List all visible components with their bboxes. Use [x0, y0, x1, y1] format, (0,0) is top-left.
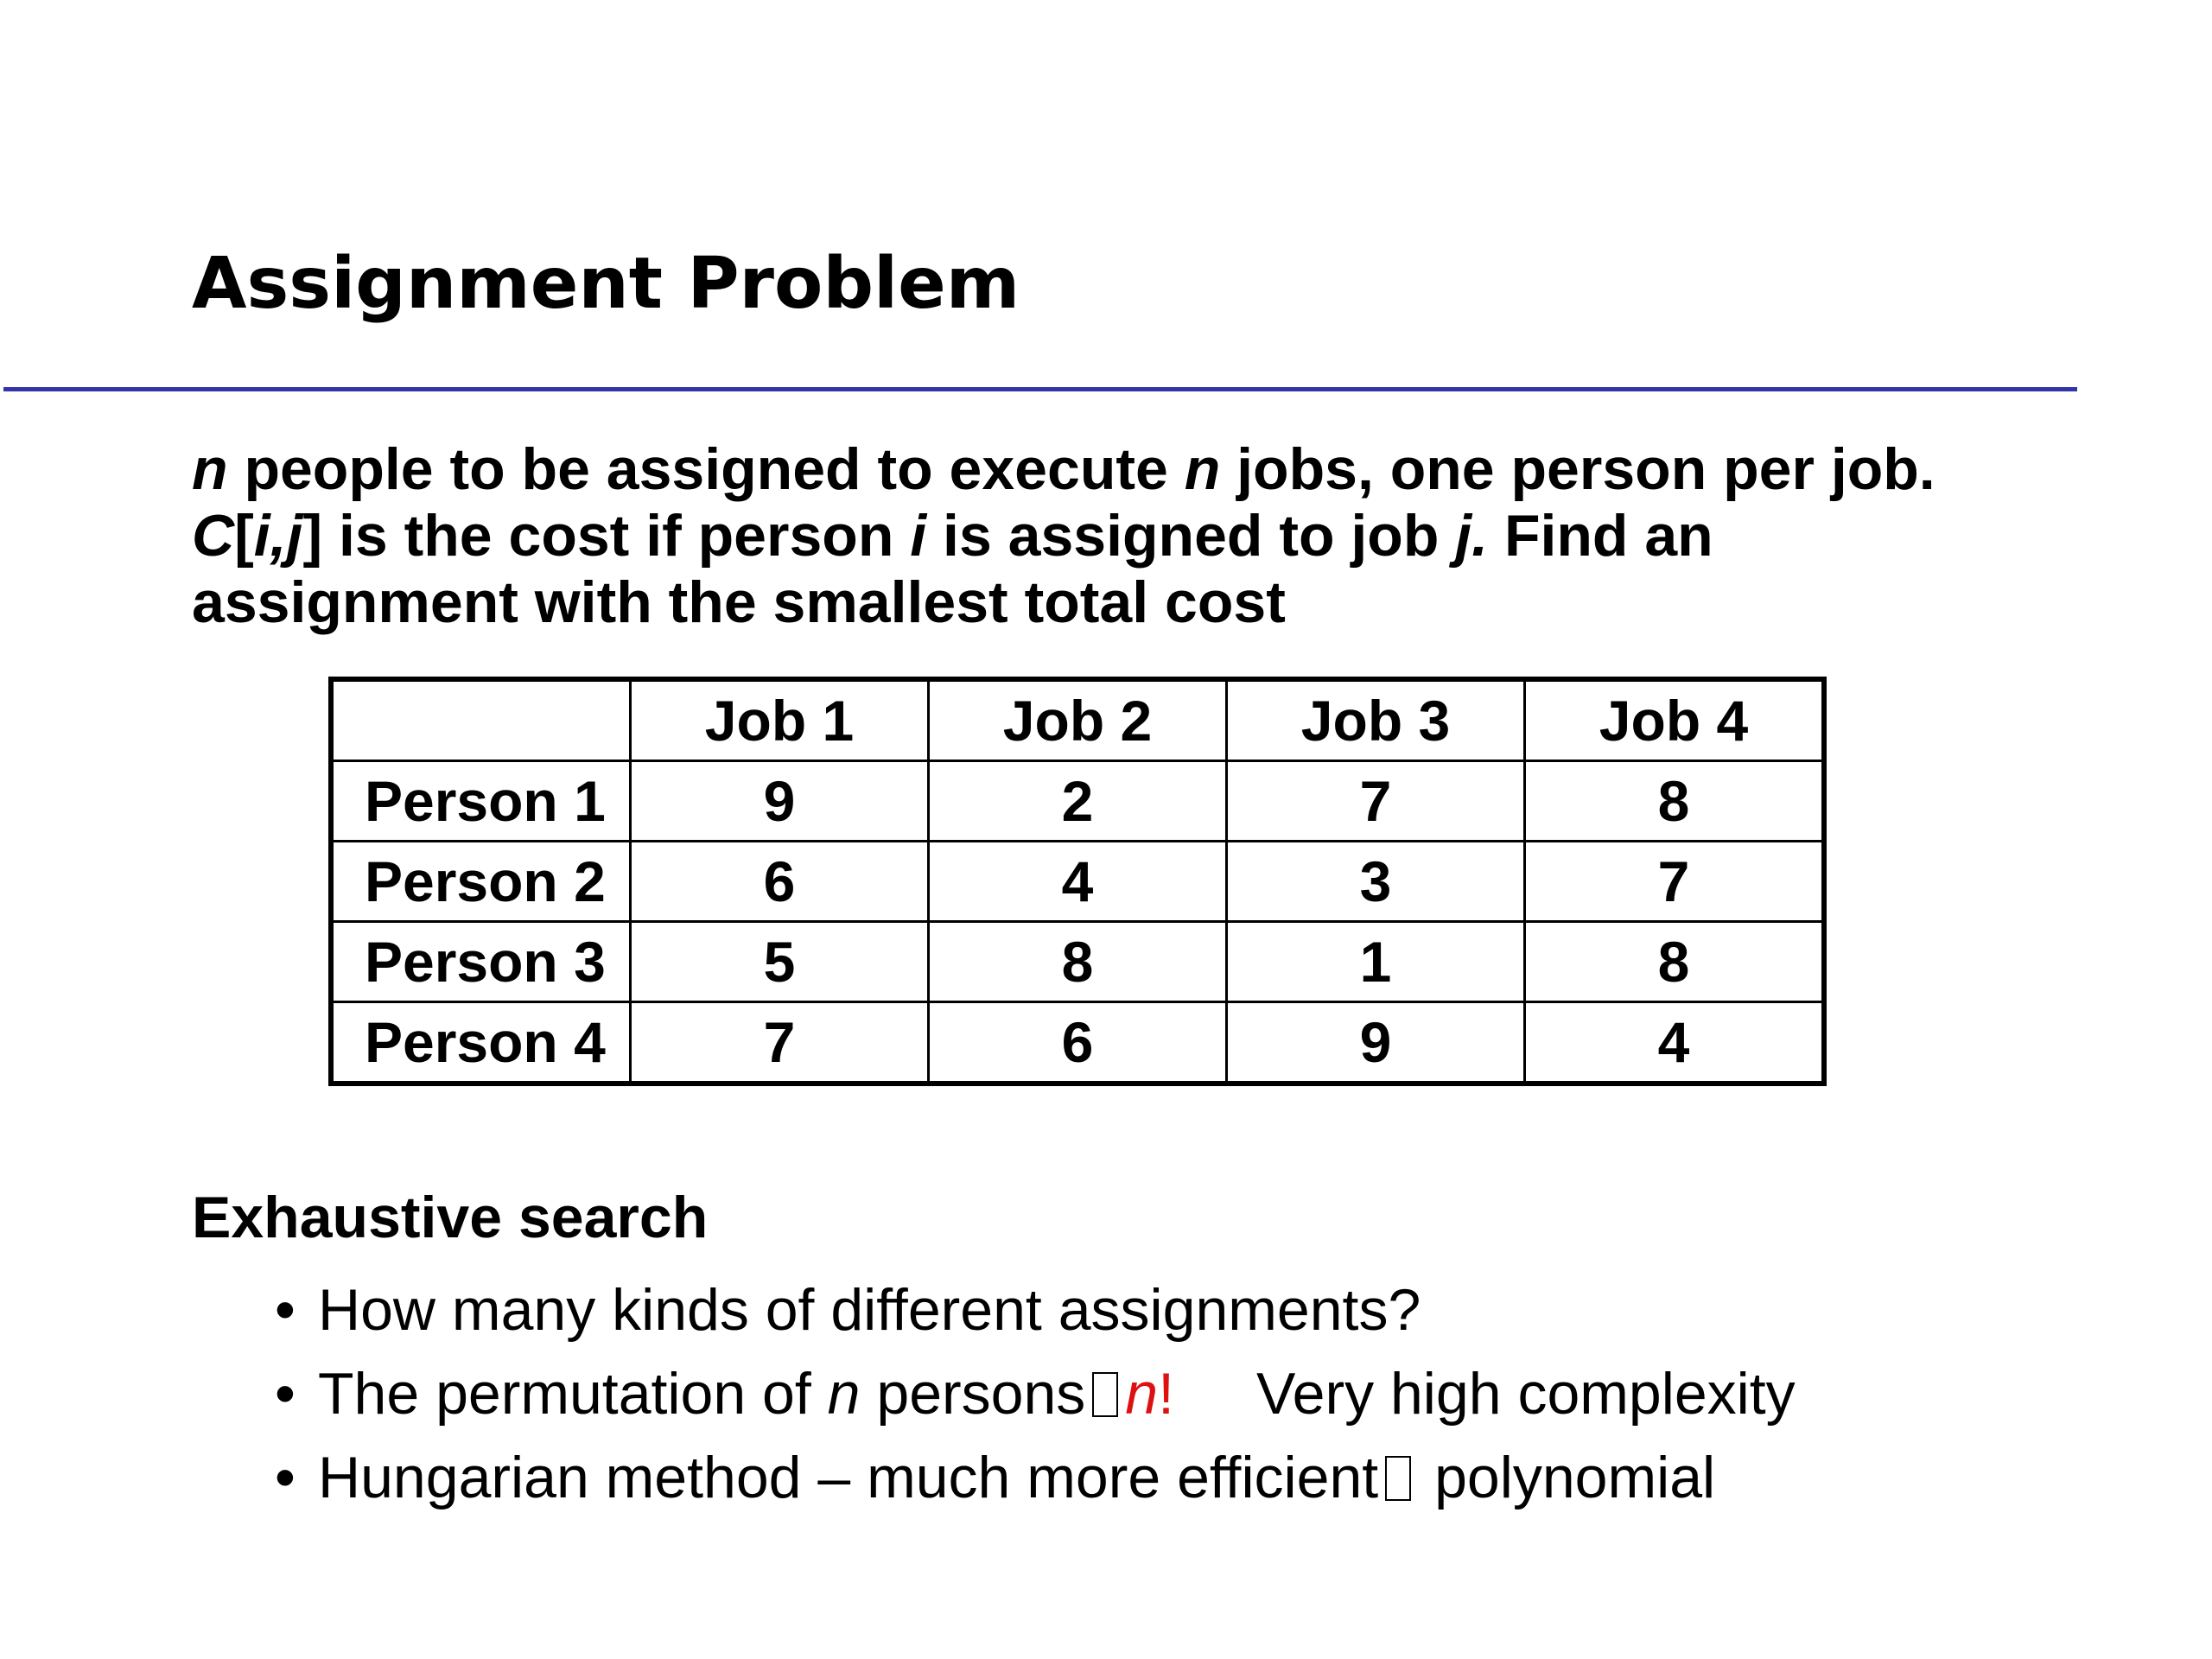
cost-cell: 8 — [1525, 922, 1825, 1002]
list-item — [275, 1268, 1796, 1352]
row-header: Person 1 — [331, 761, 631, 842]
variable-n: n — [1184, 436, 1221, 502]
cost-cell: 7 — [1227, 761, 1525, 842]
statement-text: is assigned to job — [926, 503, 1456, 569]
arrow-icon — [1385, 1456, 1411, 1501]
arrow-icon — [1092, 1372, 1118, 1417]
cost-cell: 8 — [1525, 761, 1825, 842]
bullet-icon: • — [275, 1277, 296, 1343]
cost-cell: 8 — [929, 922, 1227, 1002]
variable-c: C — [192, 503, 235, 569]
bullet-text: Very high complexity — [1256, 1361, 1796, 1427]
bullet-text: persons — [860, 1361, 1086, 1427]
table-row — [331, 1002, 1824, 1084]
variable-n: n — [827, 1361, 861, 1427]
variable-j: j. — [1455, 503, 1489, 569]
factorial-symbol: ! — [1158, 1361, 1175, 1427]
cost-table — [328, 677, 1827, 1086]
table-row — [331, 761, 1824, 842]
table-row — [331, 842, 1824, 922]
bullet-icon: • — [275, 1445, 296, 1510]
problem-statement — [192, 436, 2179, 636]
list-item — [275, 1436, 1796, 1520]
title-divider — [3, 387, 2077, 391]
column-header: Job 3 — [1227, 679, 1525, 761]
cost-cell: 1 — [1227, 922, 1525, 1002]
table-row — [331, 922, 1824, 1002]
variable-ij: i,j — [253, 503, 303, 569]
cost-cell: 5 — [631, 922, 929, 1002]
variable-i: i — [910, 503, 927, 569]
statement-text: is the cost if person — [322, 503, 911, 569]
statement-text: Find an — [1488, 503, 1713, 569]
cost-cell: 4 — [1525, 1002, 1825, 1084]
row-header: Person 3 — [331, 922, 631, 1002]
column-header: Job 1 — [631, 679, 929, 761]
statement-text: people to be assigned to execute — [227, 436, 1185, 502]
table-corner-cell — [331, 679, 631, 761]
bracket: [ — [234, 503, 254, 569]
column-header: Job 4 — [1525, 679, 1825, 761]
row-header: Person 2 — [331, 842, 631, 922]
variable-n: n — [192, 436, 228, 502]
statement-line-1 — [192, 436, 2179, 503]
cost-cell: 4 — [929, 842, 1227, 922]
bullet-text: How many kinds of different assignments? — [318, 1277, 1421, 1343]
slide-title: Assignment Problem — [192, 243, 1020, 325]
cost-cell: 3 — [1227, 842, 1525, 922]
statement-line-3: assignment with the smallest total cost — [192, 569, 1286, 635]
bullet-icon: • — [275, 1361, 296, 1427]
cost-cell: 9 — [1227, 1002, 1525, 1084]
column-header: Job 2 — [929, 679, 1227, 761]
section-heading: Exhaustive search — [192, 1185, 709, 1250]
list-item — [275, 1352, 1796, 1436]
cost-cell: 9 — [631, 761, 929, 842]
cost-cell: 7 — [631, 1002, 929, 1084]
bullet-text: polynomial — [1418, 1445, 1716, 1510]
cost-cell: 6 — [929, 1002, 1227, 1084]
statement-line-2 — [192, 503, 2179, 569]
statement-text: jobs, one person per job. — [1220, 436, 1936, 502]
row-header: Person 4 — [331, 1002, 631, 1084]
factorial-variable: n — [1125, 1361, 1159, 1427]
cost-cell: 2 — [929, 761, 1227, 842]
bullet-text: The permutation of — [318, 1361, 828, 1427]
table-header-row — [331, 679, 1824, 761]
bullet-text: Hungarian method – much more efficient — [318, 1445, 1379, 1510]
bullet-list — [275, 1268, 1796, 1520]
cost-cell: 6 — [631, 842, 929, 922]
bracket: ] — [302, 503, 323, 569]
cost-cell: 7 — [1525, 842, 1825, 922]
